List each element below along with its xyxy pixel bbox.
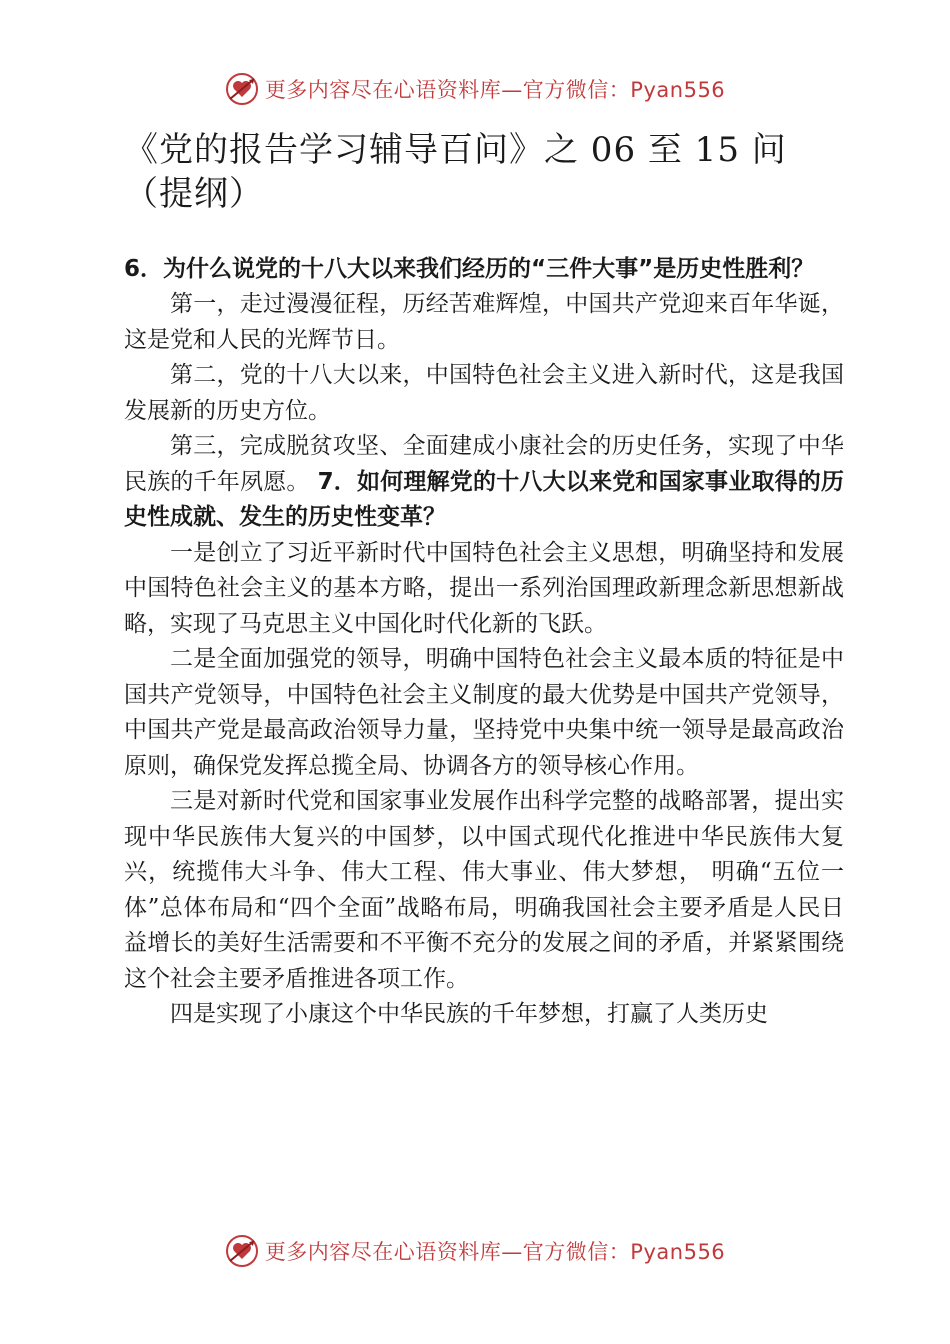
document-body [124,252,844,1033]
footer-banner [0,1234,950,1268]
footer-banner-text: 更多内容尽在心语资料库—官方微信：Pyan556 [264,1240,726,1264]
question-7-paragraph-1: 一是创立了习近平新时代中国特色社会主义思想，明确坚持和发展中国特色社会主义的基本方略，提出一系列治国理政新理念新思想新战略，实现了马克思主义中国化时代化新的飞跃。 [124,539,844,637]
header-banner [0,72,950,106]
question-6-paragraph-3 [124,429,844,536]
question-6-paragraph-2: 第二，党的十八大以来，中国特色社会主义进入新时代，这是我国发展新的历史方位。 [124,362,844,424]
question-7-paragraph-3: 三是对新时代党和国家事业发展作出科学完整的战略部署，提出实现中华民族伟大复兴的中国梦，以中国式现代化推进中华民族伟大复兴，统揽伟大斗争、伟大工程、伟大事业、伟大梦想， 明确“五位一体”总体布局和“四个全面”战略布局，明确我国社会主要矛盾是人民日益增长的美好生活需要和不平衡不充分的发展之间的矛盾，并紧紧围绕这个社会主要矛盾推进各项工作。 [124,788,844,992]
header-banner-text: 更多内容尽在心语资料库—官方微信：Pyan556 [264,78,726,102]
heart-arrow-logo-icon [225,72,259,106]
question-6-paragraph-3-text: 第三，完成脱贫攻坚、全面建成小康社会的历史任务，实现了中华民族的千年夙愿。 [124,433,844,495]
question-7-paragraph-4: 四是实现了小康这个中华民族的千年梦想，打赢了人类历史 [170,1001,768,1027]
page-title: 《党的报告学习辅导百问》之 06 至 15 问（提纲） [124,130,787,214]
question-7-heading: 7．如何理解党的十八大以来党和国家事业取得的历史性成就、发生的历史性变革？ [124,468,845,530]
heart-arrow-logo-icon [225,1234,259,1268]
question-6-heading: 6．为什么说党的十八大以来我们经历的“三件大事”是历史性胜利？ [124,256,815,282]
question-6-paragraph-1: 第一，走过漫漫征程，历经苦难辉煌，中国共产党迎来百年华诞，这是党和人民的光辉节日。 [124,291,844,353]
question-7-paragraph-2: 二是全面加强党的领导，明确中国特色社会主义最本质的特征是中国共产党领导，中国特色社会主义制度的最大优势是中国共产党领导，中国共产党是最高政治领导力量，坚持党中央集中统一领导是最高政治原则，确保党发挥总揽全局、协调各方的领导核心作用。 [124,646,844,779]
